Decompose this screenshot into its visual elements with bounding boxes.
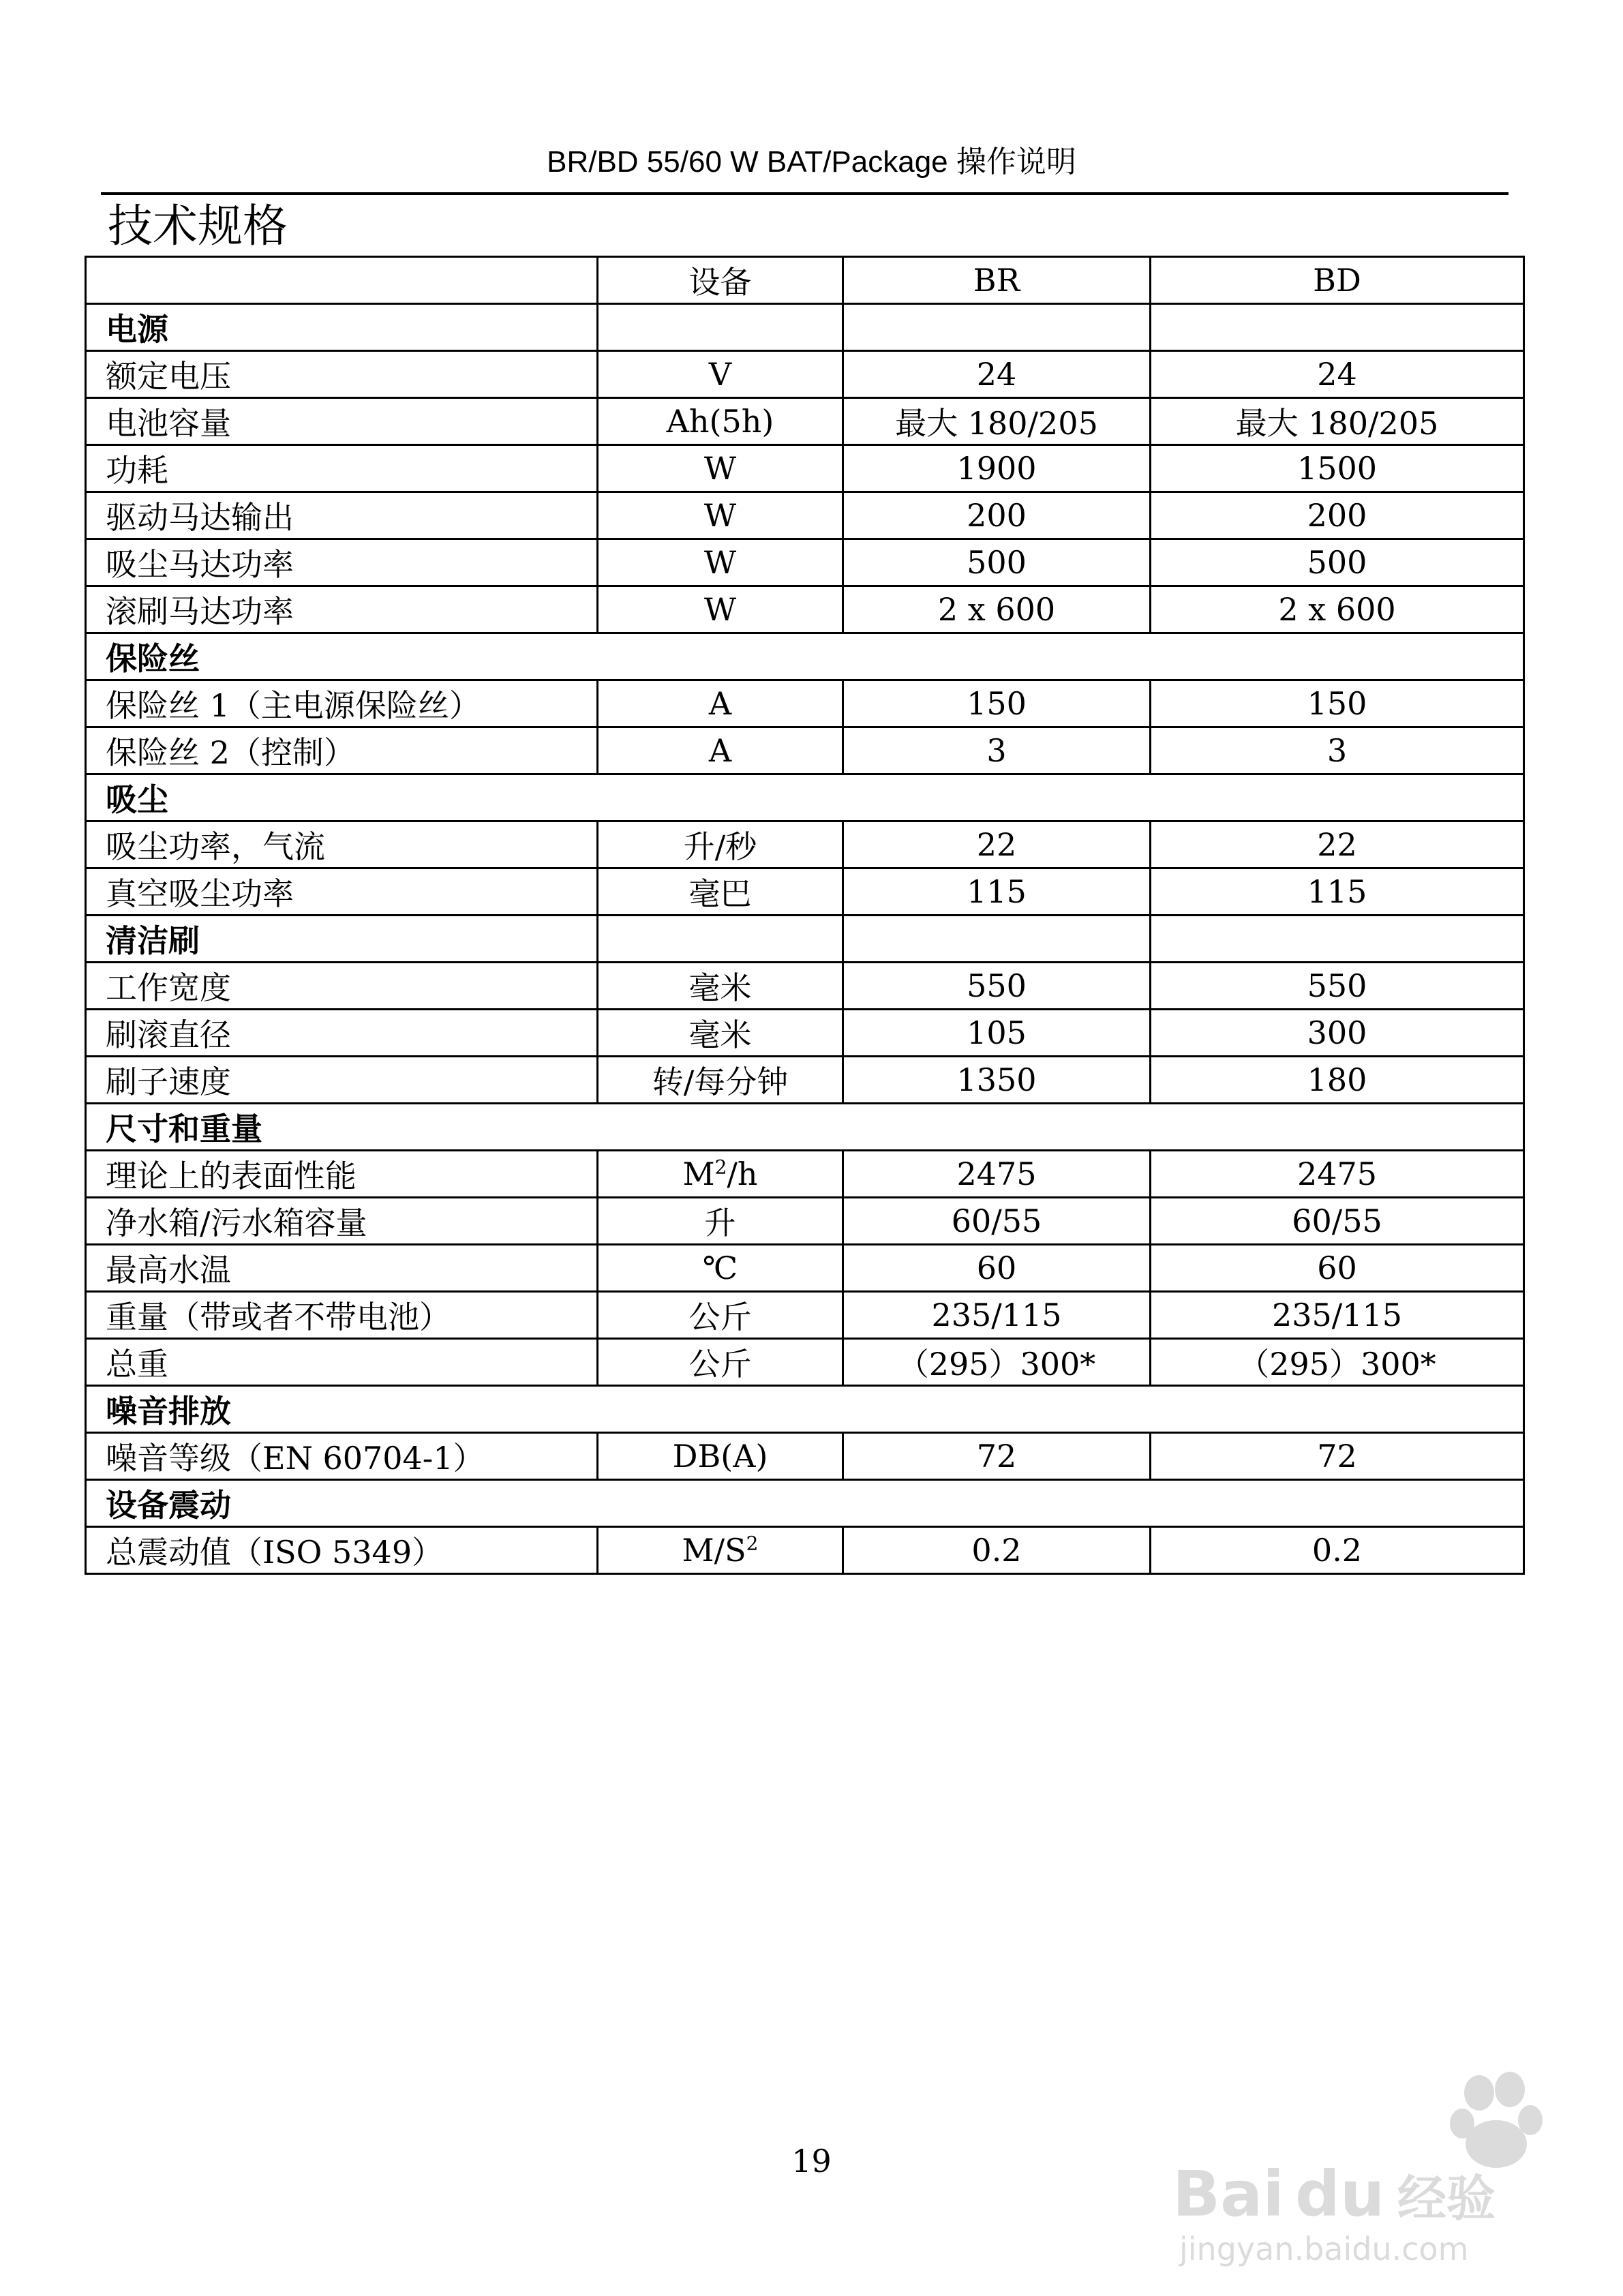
spec-name: 吸尘功率，气流 [86, 821, 598, 868]
bd-value: 60 [1151, 1245, 1524, 1292]
spec-name: 保险丝 1（主电源保险丝） [86, 680, 598, 727]
bd-value: 72 [1151, 1433, 1524, 1480]
section-row [86, 1104, 1524, 1151]
spec-unit: W [598, 492, 843, 539]
spec-unit: 升/秒 [598, 821, 843, 868]
br-value [843, 304, 1151, 351]
bd-value [1151, 304, 1524, 351]
br-value: 最大 180/205 [843, 398, 1151, 445]
bd-value: 24 [1151, 351, 1524, 398]
document-header: BR/BD 55/60 W BAT/Package 操作说明 [547, 145, 1076, 179]
section-row [86, 1480, 1524, 1527]
table-row [86, 1198, 1524, 1245]
table-header-row [86, 257, 1524, 304]
spec-unit: 毫米 [598, 1010, 843, 1057]
br-value: 1900 [843, 445, 1151, 492]
spec-unit: 升 [598, 1198, 843, 1245]
bd-value: 2 x 600 [1151, 586, 1524, 633]
br-value: 150 [843, 680, 1151, 727]
spec-unit: 毫米 [598, 963, 843, 1010]
spec-name: 总重 [86, 1339, 598, 1386]
spec-name: 额定电压 [86, 351, 598, 398]
bd-value: 235/115 [1151, 1292, 1524, 1339]
paw-logo [1450, 2072, 1543, 2168]
spec-name: 电池容量 [86, 398, 598, 445]
br-value: 200 [843, 492, 1151, 539]
spec-name: 功耗 [86, 445, 598, 492]
bd-value [1151, 916, 1524, 963]
bd-value: 22 [1151, 821, 1524, 868]
table-row [86, 963, 1524, 1010]
br-value: 500 [843, 539, 1151, 586]
spec-name: 工作宽度 [86, 963, 598, 1010]
table-row [86, 1057, 1524, 1104]
bd-value: 最大 180/205 [1151, 398, 1524, 445]
table-row [86, 1339, 1524, 1386]
spec-unit: 毫巴 [598, 868, 843, 916]
bd-value: 60/55 [1151, 1198, 1524, 1245]
spec-name: 吸尘马达功率 [86, 539, 598, 586]
bd-value: 300 [1151, 1010, 1524, 1057]
spec-table [85, 256, 1525, 1575]
bd-value: （295）300* [1151, 1339, 1524, 1386]
spec-unit [598, 1151, 843, 1198]
svg-text:jingyan.baidu.com: jingyan.baidu.com [1179, 2231, 1469, 2267]
br-value: 2 x 600 [843, 586, 1151, 633]
br-value: 24 [843, 351, 1151, 398]
bd-value: 180 [1151, 1057, 1524, 1104]
spec-unit: DB(A) [598, 1433, 843, 1480]
table-row [86, 868, 1524, 916]
section-label: 噪音排放 [86, 1386, 1524, 1433]
table-row [86, 586, 1524, 633]
table-row [86, 445, 1524, 492]
bd-value: 115 [1151, 868, 1524, 916]
section-label: 电源 [86, 304, 598, 351]
bd-value: 1500 [1151, 445, 1524, 492]
section-label: 清洁刷 [86, 916, 598, 963]
svg-text:Bai: Bai [1172, 2158, 1284, 2231]
baidu-jingyan-watermark [1159, 2052, 1568, 2270]
unit-base: M/S [682, 1532, 746, 1569]
table-row [86, 1151, 1524, 1198]
section-label: 尺寸和重量 [86, 1104, 1524, 1151]
table-row [86, 821, 1524, 868]
spec-name: 刷子速度 [86, 1057, 598, 1104]
spec-name: 理论上的表面性能 [86, 1151, 598, 1198]
bd-value: 550 [1151, 963, 1524, 1010]
table-row [86, 398, 1524, 445]
table-row [86, 680, 1524, 727]
section-row [86, 774, 1524, 821]
spec-unit: A [598, 727, 843, 774]
table-row [86, 492, 1524, 539]
spec-name: 噪音等级（EN 60704-1） [86, 1433, 598, 1480]
section-title: 技术规格 [108, 200, 288, 252]
table-row [86, 1010, 1524, 1057]
br-value: 1350 [843, 1057, 1151, 1104]
table-row [86, 727, 1524, 774]
spec-name: 保险丝 2（控制） [86, 727, 598, 774]
unit-superscript: 2 [714, 1155, 727, 1179]
svg-text:经验: 经验 [1397, 2170, 1496, 2227]
table-row [86, 1527, 1524, 1574]
spec-name: 真空吸尘功率 [86, 868, 598, 916]
spec-unit: A [598, 680, 843, 727]
unit-suffix: /h [727, 1155, 758, 1192]
br-value: 2475 [843, 1151, 1151, 1198]
spec-name: 最高水温 [86, 1245, 598, 1292]
table-row [86, 539, 1524, 586]
br-value: 72 [843, 1433, 1151, 1480]
table-row [86, 1245, 1524, 1292]
spec-name: 总震动值（ISO 5349） [86, 1527, 598, 1574]
br-value: 0.2 [843, 1527, 1151, 1574]
unit-base: M [682, 1155, 715, 1192]
bd-value: 2475 [1151, 1151, 1524, 1198]
table-row [86, 351, 1524, 398]
section-label: 保险丝 [86, 633, 1524, 680]
table-body [86, 304, 1524, 1574]
header-cell-br: BR [843, 257, 1151, 304]
section-row [86, 916, 1524, 963]
bd-value: 150 [1151, 680, 1524, 727]
spec-unit [598, 1527, 843, 1574]
bd-value: 200 [1151, 492, 1524, 539]
spec-unit: W [598, 586, 843, 633]
spec-unit: 公斤 [598, 1339, 843, 1386]
br-value: 550 [843, 963, 1151, 1010]
br-value: 3 [843, 727, 1151, 774]
br-value: 22 [843, 821, 1151, 868]
table-row [86, 1433, 1524, 1480]
spec-unit [598, 304, 843, 351]
br-value: （295）300* [843, 1339, 1151, 1386]
section-label: 吸尘 [86, 774, 1524, 821]
header-cell-equipment: 设备 [598, 257, 843, 304]
svg-text:du: du [1295, 2158, 1385, 2231]
spec-name: 滚刷马达功率 [86, 586, 598, 633]
spec-name: 净水箱/污水箱容量 [86, 1198, 598, 1245]
br-value: 115 [843, 868, 1151, 916]
br-value [843, 916, 1151, 963]
bd-value: 3 [1151, 727, 1524, 774]
bd-value: 500 [1151, 539, 1524, 586]
spec-unit: 转/每分钟 [598, 1057, 843, 1104]
header-cell-bd: BD [1151, 257, 1524, 304]
section-row [86, 633, 1524, 680]
header-rule [101, 192, 1508, 195]
br-value: 60 [843, 1245, 1151, 1292]
spec-unit: W [598, 445, 843, 492]
spec-unit: W [598, 539, 843, 586]
bd-value: 0.2 [1151, 1527, 1524, 1574]
header-cell-empty [86, 257, 598, 304]
br-value: 235/115 [843, 1292, 1151, 1339]
page-number: 19 [791, 2143, 832, 2179]
spec-unit: Ah(5h) [598, 398, 843, 445]
br-value: 105 [843, 1010, 1151, 1057]
spec-name: 重量（带或者不带电池） [86, 1292, 598, 1339]
unit-superscript: 2 [746, 1532, 759, 1555]
spec-name: 驱动马达输出 [86, 492, 598, 539]
table-row [86, 1292, 1524, 1339]
section-row [86, 304, 1524, 351]
spec-unit: V [598, 351, 843, 398]
section-row [86, 1386, 1524, 1433]
spec-unit: 公斤 [598, 1292, 843, 1339]
spec-unit: ℃ [598, 1245, 843, 1292]
spec-name: 刷滚直径 [86, 1010, 598, 1057]
br-value: 60/55 [843, 1198, 1151, 1245]
spec-unit [598, 916, 843, 963]
section-label: 设备震动 [86, 1480, 1524, 1527]
